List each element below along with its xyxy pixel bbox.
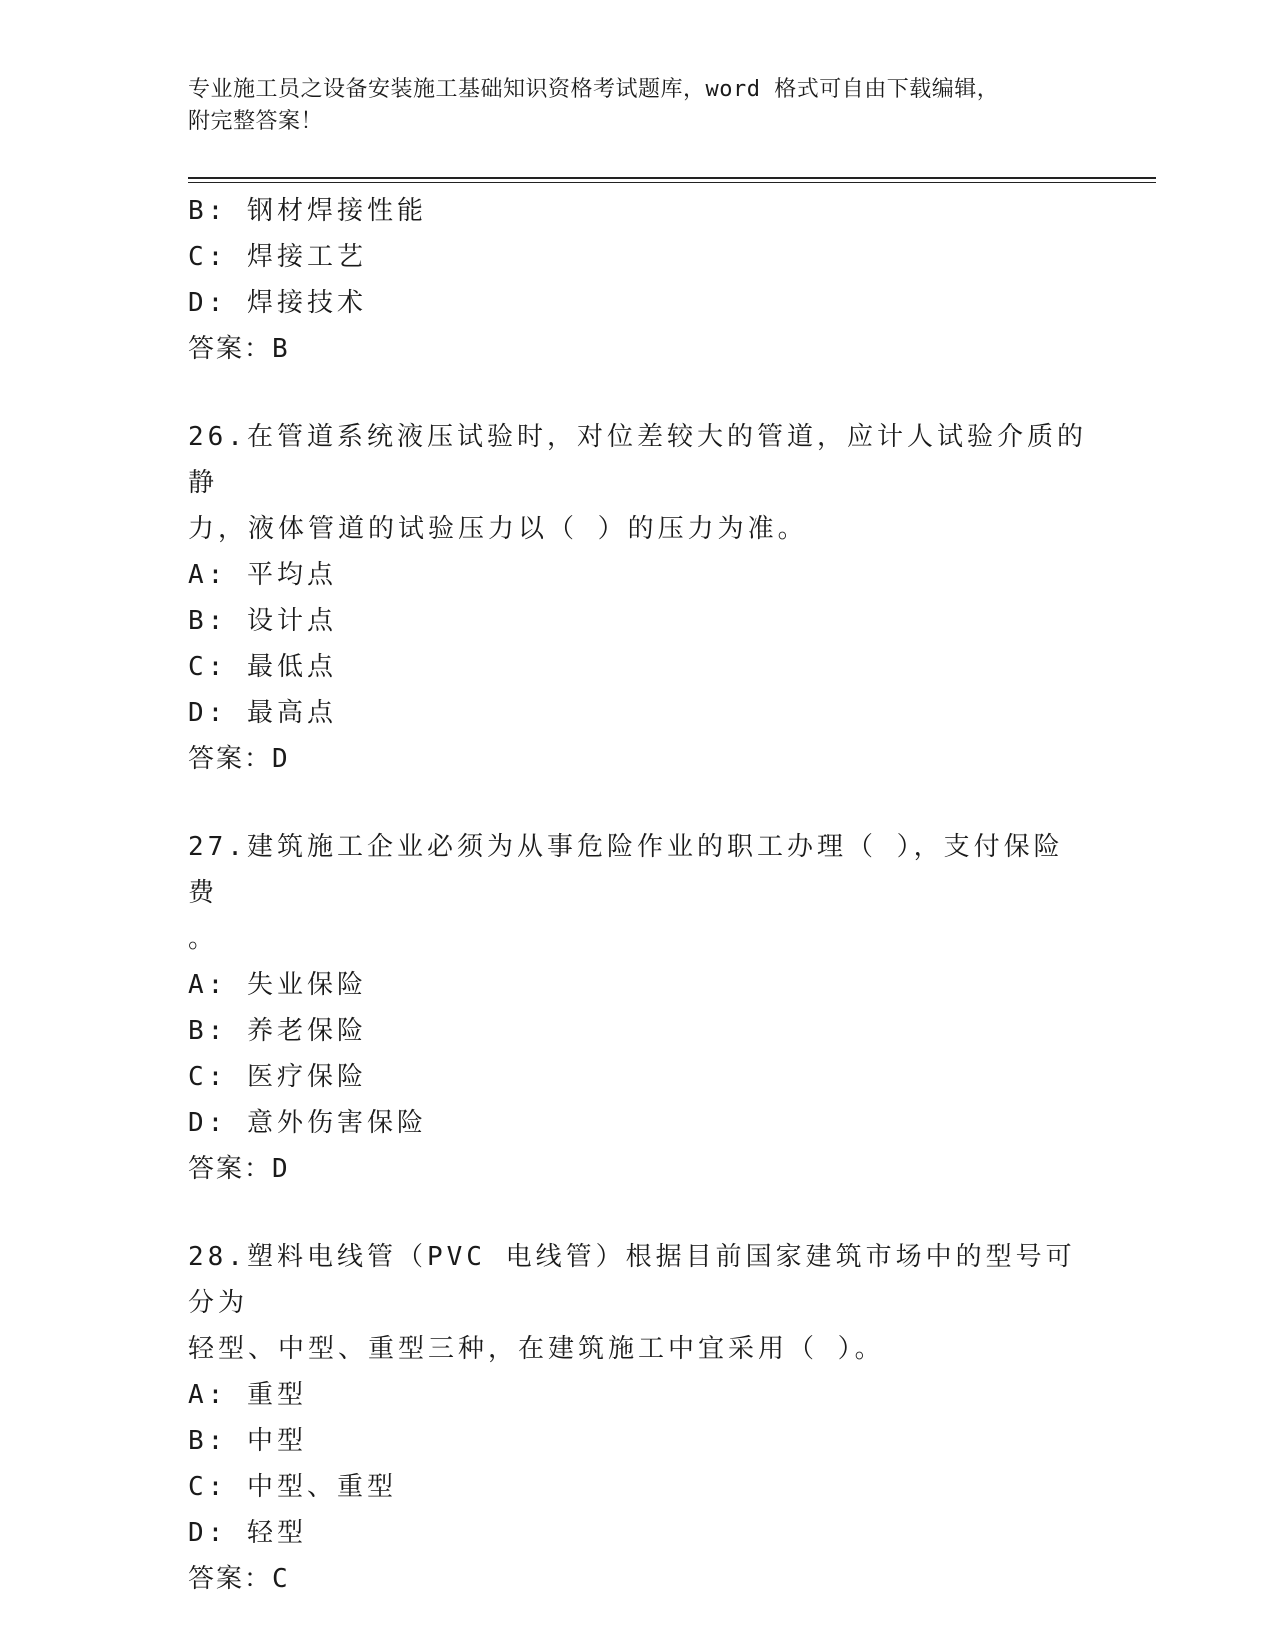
option-text: 钢材焊接性能 xyxy=(246,196,427,226)
option-b xyxy=(188,188,1088,234)
question-28 xyxy=(188,1234,1088,1602)
option-text: 医疗保险 xyxy=(246,1062,367,1092)
option-text: 平均点 xyxy=(246,560,337,590)
option-label: B: xyxy=(188,606,228,636)
option-a xyxy=(188,552,1088,598)
header-line-1: 专业施工员之设备安装施工基础知识资格考试题库，word 格式可自由下载编辑， xyxy=(188,77,1000,102)
option-label: D: xyxy=(188,698,228,728)
option-text: 最低点 xyxy=(246,652,337,682)
header-rule-thick xyxy=(188,177,1156,179)
option-text: 意外伤害保险 xyxy=(246,1108,427,1138)
option-c xyxy=(188,234,1088,280)
question-text-line-1: 26.在管道系统液压试验时，对位差较大的管道，应计人试验介质的静 xyxy=(188,422,1087,498)
option-text: 重型 xyxy=(246,1380,307,1410)
option-text: 中型 xyxy=(246,1426,307,1456)
option-label: D: xyxy=(188,1518,228,1548)
spacer xyxy=(188,782,1088,824)
option-label: B: xyxy=(188,1016,228,1046)
option-text: 设计点 xyxy=(246,606,337,636)
document-body xyxy=(188,188,1088,1602)
question-27 xyxy=(188,824,1088,1192)
option-text: 养老保险 xyxy=(246,1016,367,1046)
option-d xyxy=(188,1100,1088,1146)
question-text-line-2: 。 xyxy=(188,924,219,954)
question-25-continued xyxy=(188,188,1088,372)
option-text: 焊接技术 xyxy=(246,288,367,318)
option-label: C: xyxy=(188,1062,228,1092)
option-d xyxy=(188,280,1088,326)
option-label: A: xyxy=(188,970,228,1000)
option-label: C: xyxy=(188,652,228,682)
option-label: A: xyxy=(188,560,228,590)
answer: 答案：D xyxy=(188,744,290,774)
question-text-line-2: 力，液体管道的试验压力以（ ）的压力为准。 xyxy=(188,514,808,544)
option-a xyxy=(188,962,1088,1008)
option-b xyxy=(188,598,1088,644)
option-label: C: xyxy=(188,1472,228,1502)
option-b xyxy=(188,1418,1088,1464)
option-label: B: xyxy=(188,1426,228,1456)
option-label: D: xyxy=(188,1108,228,1138)
question-text-line-1: 28.塑料电线管（PVC 电线管）根据目前国家建筑市场中的型号可分为 xyxy=(188,1242,1076,1318)
option-c xyxy=(188,1054,1088,1100)
question-text-line-2: 轻型、中型、重型三种，在建筑施工中宜采用（ ）。 xyxy=(188,1334,885,1364)
option-text: 焊接工艺 xyxy=(246,242,367,272)
option-text: 轻型 xyxy=(246,1518,307,1548)
option-c xyxy=(188,644,1088,690)
spacer xyxy=(188,372,1088,414)
option-d xyxy=(188,690,1088,736)
option-label: A: xyxy=(188,1380,228,1410)
option-b xyxy=(188,1008,1088,1054)
option-label: D: xyxy=(188,288,228,318)
option-a xyxy=(188,1372,1088,1418)
answer: 答案：C xyxy=(188,1564,290,1594)
question-text-line-1: 27.建筑施工企业必须为从事危险作业的职工办理（ ），支付保险费 xyxy=(188,832,1064,908)
option-text: 中型、重型 xyxy=(246,1472,397,1502)
header-line-2: 附完整答案！ xyxy=(188,109,324,134)
question-26 xyxy=(188,414,1088,782)
spacer xyxy=(188,1192,1088,1234)
option-c xyxy=(188,1464,1088,1510)
option-text: 失业保险 xyxy=(246,970,367,1000)
answer: 答案：B xyxy=(188,334,290,364)
option-label: C: xyxy=(188,242,228,272)
option-label: B: xyxy=(188,196,228,226)
answer: 答案：D xyxy=(188,1154,290,1184)
option-d xyxy=(188,1510,1088,1556)
document-header xyxy=(188,74,1088,138)
option-text: 最高点 xyxy=(246,698,337,728)
header-rule-thin xyxy=(188,182,1156,183)
